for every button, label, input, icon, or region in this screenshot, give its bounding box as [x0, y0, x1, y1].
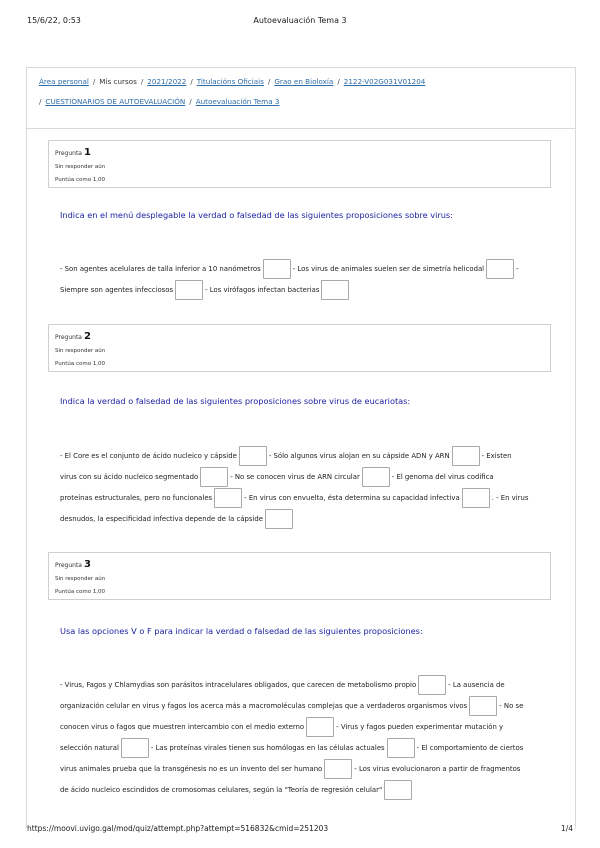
breadcrumb-grado[interactable]: Grao en Bioloxía: [274, 77, 334, 86]
print-header: [0, 16, 600, 28]
breadcrumb-course[interactable]: 2122-V02G031V01204: [343, 77, 426, 86]
answer-select[interactable]: [263, 259, 291, 279]
answer-select[interactable]: [239, 446, 267, 466]
breadcrumb-degrees[interactable]: Titulacións Oficiais: [196, 77, 264, 86]
print-date: 15/6/22, 0:53: [27, 16, 81, 25]
print-url: https://moovi.uvigo.gal/mod/quiz/attempt.php?attempt=516832&cmid=251203: [27, 824, 329, 833]
answer-select[interactable]: [486, 259, 514, 279]
question-state: Sin responder aún: [55, 576, 106, 582]
answer-select[interactable]: [362, 467, 390, 487]
question-info: Pregunta 3 Sin responder aún Puntúa como 1,00: [48, 552, 551, 600]
breadcrumb-row: / CUESTIONARIOS DE AUTOEVALUACIÓN / Autoevaluación Tema 3: [39, 97, 280, 106]
breadcrumb-row: Área personal / Mis cursos / 2021/2022 / Titulacións Oficiais / Grao en Bioloxía / 2122-V02G031V01204: [39, 77, 426, 86]
answer-select[interactable]: [384, 780, 412, 800]
answer-select[interactable]: [321, 280, 349, 300]
answer-select[interactable]: [452, 446, 480, 466]
question-state: Sin responder aún: [55, 348, 106, 354]
question-grade: Puntúa como 1,00: [55, 177, 106, 183]
question-text: Indica en el menú desplegable la verdad o falsedad de las siguientes proposiciones sobre virus:: [60, 210, 453, 220]
answer-select[interactable]: [121, 738, 149, 758]
question-grade: Puntúa como 1,00: [55, 589, 106, 595]
answer-select[interactable]: [306, 717, 334, 737]
answer-select[interactable]: [214, 488, 242, 508]
answer-select[interactable]: [324, 759, 352, 779]
answer-select[interactable]: [418, 675, 446, 695]
answer-select[interactable]: [469, 696, 497, 716]
breadcrumb-section[interactable]: CUESTIONARIOS DE AUTOEVALUACIÓN: [45, 97, 186, 106]
question-text: Usa las opciones V o F para indicar la verdad o falsedad de las siguientes proposiciones:: [60, 626, 423, 636]
question-state: Sin responder aún: [55, 164, 106, 170]
breadcrumb-dashboard[interactable]: Área personal: [39, 77, 89, 86]
answer-select[interactable]: [200, 467, 228, 487]
answer-select[interactable]: [175, 280, 203, 300]
answer-select[interactable]: [265, 509, 293, 529]
question-info: Pregunta 2 Sin responder aún Puntúa como 1,00: [48, 324, 551, 372]
question-info: Pregunta 1 Sin responder aún Puntúa como 1,00: [48, 140, 551, 188]
answer-select[interactable]: [462, 488, 490, 508]
question-text: Indica la verdad o falsedad de las siguientes proposiciones sobre virus de eucariotas:: [60, 396, 411, 406]
print-title: Autoevaluación Tema 3: [253, 16, 347, 25]
breadcrumb-quiz[interactable]: Autoevaluación Tema 3: [195, 97, 280, 106]
print-page-number: 1/4: [560, 824, 573, 833]
breadcrumb-my-courses: Mis cursos: [99, 77, 137, 86]
answer-select[interactable]: [387, 738, 415, 758]
question-number: 2: [83, 331, 91, 342]
breadcrumb-year[interactable]: 2021/2022: [147, 77, 187, 86]
breadcrumb: [26, 67, 576, 129]
question-grade: Puntúa como 1,00: [55, 361, 106, 367]
print-footer: [0, 824, 600, 836]
question-number: 1: [83, 147, 91, 158]
question-number: 3: [83, 559, 91, 570]
